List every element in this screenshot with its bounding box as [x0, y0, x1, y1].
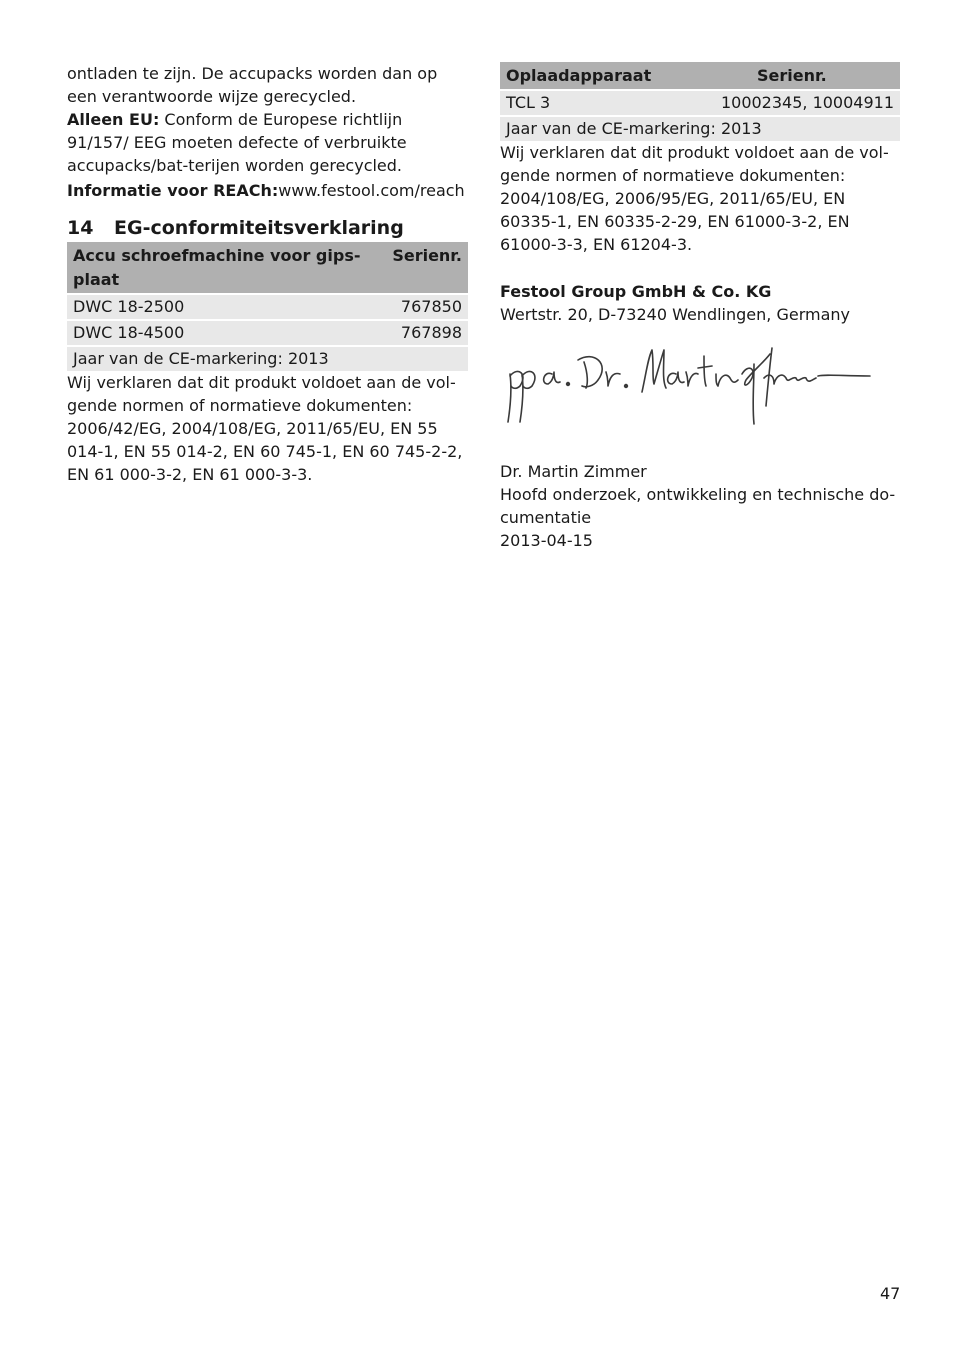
signatory-title: Hoofd onderzoek, ontwikkeling en technische do-cumentatie: [500, 485, 896, 527]
table-row: [500, 90, 900, 116]
table-row: [67, 346, 468, 371]
table-header: [67, 242, 468, 294]
table-row: [67, 320, 468, 346]
signature-icon: [502, 344, 882, 454]
declaration-text: Wij verklaren dat dit produkt voldoet aan de vol-gende normen of normatieve dokumenten: 2004/108/EG, 2006/95/EG, 2011/65/EU, EN 60335-1, EN 60335-2-29, EN 61000-3-2, EN 61000-3-3, EN 61204-3.: [500, 143, 889, 254]
declaration-text: Wij verklaren dat dit produkt voldoet aan de vol-gende normen of normatieve dokumenten: 2006/42/EG, 2004/108/EG, 2011/65/EU, EN 55 014-1, EN 55 014-2, EN 60 745-1, EN 60 745-2-2, EN 61 000-3-2, EN 61 000-3-3.: [67, 373, 463, 484]
intro-text: ontladen te zijn. De accupacks worden dan op een verantwoorde wijze gerecycled.: [67, 64, 438, 106]
table-cell-serial: 767850: [386, 294, 468, 320]
table-cell-ce-year: Jaar van de CE-markering: 2013: [67, 346, 468, 371]
section-number: 14: [67, 217, 94, 239]
company-name: [500, 280, 900, 303]
eu-note-label: Alleen EU:: [67, 110, 160, 129]
reach-label: Informatie voor REACh:: [67, 181, 279, 200]
table-cell-model: DWC 18-2500: [67, 294, 386, 320]
right-column: [500, 62, 900, 552]
table-header-product: Oplaadapparaat: [500, 62, 684, 90]
signature-image: [502, 344, 900, 454]
table-header-serial: Serienr.: [684, 62, 900, 90]
company-name-text: Festool Group GmbH & Co. KG: [500, 282, 772, 301]
charger-table: [500, 62, 900, 141]
table-cell-model: DWC 18-4500: [67, 320, 386, 346]
left-column: [67, 62, 468, 486]
eu-note: [67, 108, 468, 177]
section-heading: [67, 215, 468, 241]
table-cell-ce-year: Jaar van de CE-markering: 2013: [500, 116, 900, 141]
table-header-product: Accu schroefmachine voor gips-plaat: [67, 242, 386, 294]
section-title: EG-conformiteitsverklaring: [114, 217, 404, 239]
table-header-serial: Serienr.: [386, 242, 468, 294]
page-number: 47: [880, 1284, 901, 1303]
reach-info: [67, 179, 468, 202]
table-row: [67, 294, 468, 320]
product-table: [67, 242, 468, 371]
reach-link[interactable]: www.festool.com/reach: [278, 181, 465, 200]
table-header: [500, 62, 900, 90]
table-row: [500, 116, 900, 141]
table-cell-serial: 10002345, 10004911: [684, 90, 900, 116]
company-address: Wertstr. 20, D-73240 Wendlingen, Germany: [500, 305, 850, 324]
eu-note-text: Conform de Europese richtlijn 91/157/ EEG moeten defecte of verbruikte accupacks/bat-terijen worden gerecycled.: [67, 110, 407, 175]
table-cell-serial: 767898: [386, 320, 468, 346]
table-cell-model: TCL 3: [500, 90, 684, 116]
signature-date: 2013-04-15: [500, 531, 593, 550]
signatory-name: Dr. Martin Zimmer: [500, 462, 647, 481]
